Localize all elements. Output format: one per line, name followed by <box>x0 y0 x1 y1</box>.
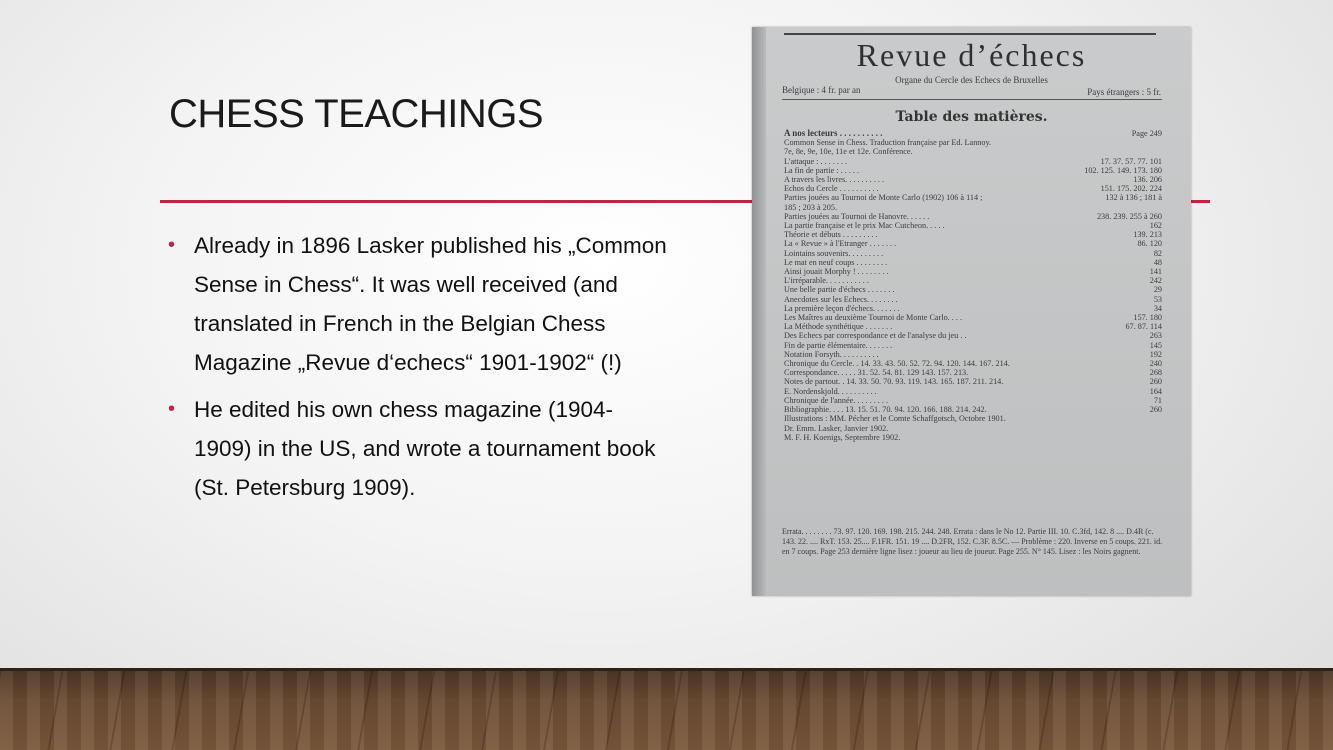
toc-entry-pages: 71 <box>1153 395 1162 405</box>
toc-entry-title: Ainsi jouait Morphy ! . . . . . . . . <box>784 267 889 277</box>
toc-line <box>784 350 1162 359</box>
price-foreign: Pays étrangers : 5 fr. <box>1087 87 1161 97</box>
toc-entry-pages <box>1158 147 1162 156</box>
toc-line <box>784 424 1162 433</box>
toc-line <box>784 267 1162 276</box>
toc-entry-title: Parties jouées au Tournoi de Hanovre. . . . . . <box>784 211 930 221</box>
toc-line <box>784 387 1162 396</box>
toc-entry-title: Anecdotes sur les Echecs. . . . . . . . <box>784 294 898 304</box>
toc-entry-title: E. Nordenskjold. . . . . . . . . . <box>784 386 877 396</box>
toc-line <box>784 331 1162 340</box>
toc-entry-pages: 268 <box>1149 368 1162 378</box>
toc-list <box>784 129 1162 442</box>
toc-entry-title: Parties jouées au Tournoi de Monte Carlo (1902) 106 à 114 ; <box>784 193 983 203</box>
toc-entry-pages: 132 à 136 ; 181 à <box>1105 193 1162 203</box>
errata-text: Errata. . . . . . . . 73. 97. 120. 169. 198. 215. 244. 248. Errata : dans le No 12. Partie III. 10. C.3fd, 142. 8 .... D.4R (c. 143. 22. .... RxT. 153. 25.... F.1FR. 151. 19 .... D.2FR, 152. C.3F. 8.5C. — Problème : 220. Inverse en 5 coups. 221. id. en 7 coups. Page 253 dernière ligne lisez : joueur au lieu de joueur. Page 255. N° 145. Lisez : les Noirs gagnent. <box>782 527 1163 556</box>
bullet-text: He edited his own chess magazine (1904-1909) in the US, and wrote a tournament book (St. Petersburg 1909). <box>194 397 656 500</box>
toc-line <box>784 193 1162 202</box>
toc-line <box>784 396 1162 405</box>
toc-entry-title: La partie française et le prix Mac Cutcheon. . . . . <box>784 221 945 231</box>
toc-entry-pages: 260 <box>1149 377 1162 387</box>
toc-entry-title: L'irréparable. . . . . . . . . . . <box>784 276 869 286</box>
toc-entry-pages <box>1158 433 1162 442</box>
toc-line <box>784 405 1162 414</box>
toc-line <box>784 368 1162 377</box>
toc-entry-title: 185 ; 203 à 205. <box>784 202 837 212</box>
toc-entry-pages: 53 <box>1153 294 1162 304</box>
toc-entry-pages: 157. 180 <box>1133 313 1162 323</box>
toc-entry-title: Common Sense in Chess. Traduction française par Ed. Lannoy. <box>784 138 992 148</box>
toc-line <box>784 212 1162 221</box>
toc-line <box>784 184 1162 193</box>
toc-line <box>784 285 1162 294</box>
toc-entry-pages: 260 <box>1149 405 1162 415</box>
bullet-item <box>168 390 668 507</box>
toc-entry-title: La fin de partie : . . . . . <box>784 165 860 175</box>
bullet-icon: • <box>168 234 176 256</box>
bullet-list <box>168 226 668 515</box>
toc-entry-title: Illustrations : MM. Pécher et le Comte Schaffgotsch, Octobre 1901. <box>784 414 1006 424</box>
toc-entry-title: Bibliographie. . . . 13. 15. 51. 70. 94. 120. 166. 188. 214. 242. <box>784 405 987 415</box>
bullet-icon: • <box>168 398 176 420</box>
toc-entry-pages: 192 <box>1149 349 1162 359</box>
title-divider-right <box>1190 200 1210 203</box>
toc-entry-pages: 86. 120 <box>1137 239 1162 249</box>
toc-entry-pages: 263 <box>1149 331 1162 341</box>
toc-entry-pages: 238. 239. 255 à 260 <box>1096 211 1162 221</box>
toc-line <box>784 230 1162 239</box>
toc-entry-pages: 240 <box>1149 359 1162 369</box>
header-rule <box>782 99 1162 100</box>
toc-entry-pages: 67. 87. 114 <box>1125 322 1162 332</box>
toc-line <box>784 304 1162 313</box>
toc-entry-title: Notes de partout. . 14. 33. 50. 70. 93. 119. 143. 165. 187. 211. 214. <box>784 377 1004 387</box>
toc-entry-title: Lointains souvenirs. . . . . . . . . <box>784 248 884 258</box>
toc-line <box>784 276 1162 285</box>
page-top-rule <box>784 33 1156 35</box>
toc-entry-title: 7e, 8e, 9e, 10e, 11e et 12e. Conférence. <box>784 147 913 157</box>
toc-entry-title: A nos lecteurs . . . . . . . . . . <box>784 129 883 138</box>
wood-floor-decoration <box>0 668 1333 750</box>
price-belgium: Belgique : 4 fr. par an <box>782 85 861 95</box>
toc-entry-pages: Page 249 <box>1131 129 1162 138</box>
toc-entry-title: Théorie et débuts . . . . . . . . . <box>784 230 878 240</box>
toc-entry-title: Le mat en neuf coups . . . . . . . . <box>784 257 888 267</box>
toc-line <box>784 147 1162 156</box>
toc-title: Table des matières. <box>895 109 1048 125</box>
toc-entry-title: Fin de partie élémentaire. . . . . . . <box>784 340 893 350</box>
toc-entry-pages: 29 <box>1153 285 1162 295</box>
toc-entry-title: La première leçon d'échecs. . . . . . . <box>784 303 900 313</box>
toc-line <box>784 129 1162 138</box>
toc-entry-pages: 164 <box>1149 386 1162 396</box>
toc-line <box>784 175 1162 184</box>
slide-title: CHESS TEACHINGS <box>169 92 544 136</box>
floor-seam <box>0 668 1333 671</box>
magazine-masthead: Revue d’échecs <box>856 37 1087 73</box>
toc-entry-title: M. F. H. Koenigs, Septembre 1902. <box>784 432 901 442</box>
toc-entry-title: La « Revue » à l'Etranger . . . . . . . <box>784 239 897 249</box>
toc-entry-pages: 34 <box>1153 303 1162 313</box>
toc-line <box>784 295 1162 304</box>
toc-line <box>784 249 1162 258</box>
toc-entry-pages: 139. 213 <box>1133 230 1162 240</box>
toc-entry-title: A travers les livres. . . . . . . . . . <box>784 175 885 185</box>
toc-line <box>784 414 1162 423</box>
toc-entry-pages: 242 <box>1149 276 1162 286</box>
toc-entry-title: Une belle partie d'échecs . . . . . . . <box>784 285 895 295</box>
toc-line <box>784 221 1162 230</box>
toc-line <box>784 433 1162 442</box>
toc-entry-pages: 145 <box>1149 340 1162 350</box>
bullet-text: Already in 1896 Lasker published his „Common Sense in Chess“. It was well received (and translated in French in the Belgian Chess Magazine „Revue d‘echecs“ 1901-1902“ (!) <box>194 233 667 375</box>
toc-entry-pages: 17. 37. 57. 77. 101 <box>1100 156 1162 166</box>
toc-entry-pages: 48 <box>1153 257 1162 267</box>
title-divider-left <box>160 200 752 203</box>
toc-entry-title: Chronique de l'année. . . . . . . . . <box>784 395 889 405</box>
toc-entry-title: Des Echecs par correspondance et de l'analyse du jeu . . <box>784 331 967 341</box>
toc-entry-pages: 151. 175. 202. 224 <box>1100 184 1162 194</box>
toc-entry-title: Dr. Emm. Lasker, Janvier 1902. <box>784 423 889 433</box>
toc-line <box>784 138 1162 147</box>
toc-entry-pages: 102. 125. 149. 173. 180 <box>1084 165 1162 175</box>
toc-entry-title: L'attaque : . . . . . . . <box>784 156 848 166</box>
toc-line <box>784 341 1162 350</box>
toc-entry-title: Notation Forsyth. . . . . . . . . . <box>784 349 879 359</box>
bullet-item <box>168 226 668 382</box>
toc-entry-pages: 136. 206 <box>1133 175 1162 185</box>
toc-entry-pages <box>1158 414 1162 423</box>
toc-entry-title: Chronique du Cercle. . 14. 33. 43. 50. 52. 72. 94. 120. 144. 167. 214. <box>784 359 1010 369</box>
toc-line <box>784 157 1162 166</box>
toc-line <box>784 258 1162 267</box>
toc-line <box>784 313 1162 322</box>
toc-line <box>784 377 1162 386</box>
toc-entry-title: Les Maîtres au deuxième Tournoi de Monte Carlo. . . . <box>784 313 962 323</box>
toc-line <box>784 203 1162 212</box>
toc-entry-pages: 82 <box>1153 248 1162 258</box>
toc-line <box>784 322 1162 331</box>
toc-line <box>784 239 1162 248</box>
scanned-page-image <box>752 27 1191 596</box>
toc-entry-title: Echos du Cercle . . . . . . . . . . <box>784 184 879 194</box>
magazine-organ: Organe du Cercle des Echecs de Bruxelles <box>895 75 1048 85</box>
toc-entry-pages <box>1158 138 1162 147</box>
toc-entry-title: La Méthode synthétique . . . . . . . <box>784 322 893 332</box>
toc-entry-pages <box>1158 424 1162 433</box>
toc-entry-pages: 162 <box>1149 221 1162 231</box>
toc-line <box>784 359 1162 368</box>
toc-entry-pages <box>1158 203 1162 212</box>
toc-entry-pages: 141 <box>1149 267 1162 277</box>
toc-line <box>784 166 1162 175</box>
toc-entry-title: Correspondance. . . . . 31. 52. 54. 81. 129 143. 157. 213. <box>784 368 969 378</box>
